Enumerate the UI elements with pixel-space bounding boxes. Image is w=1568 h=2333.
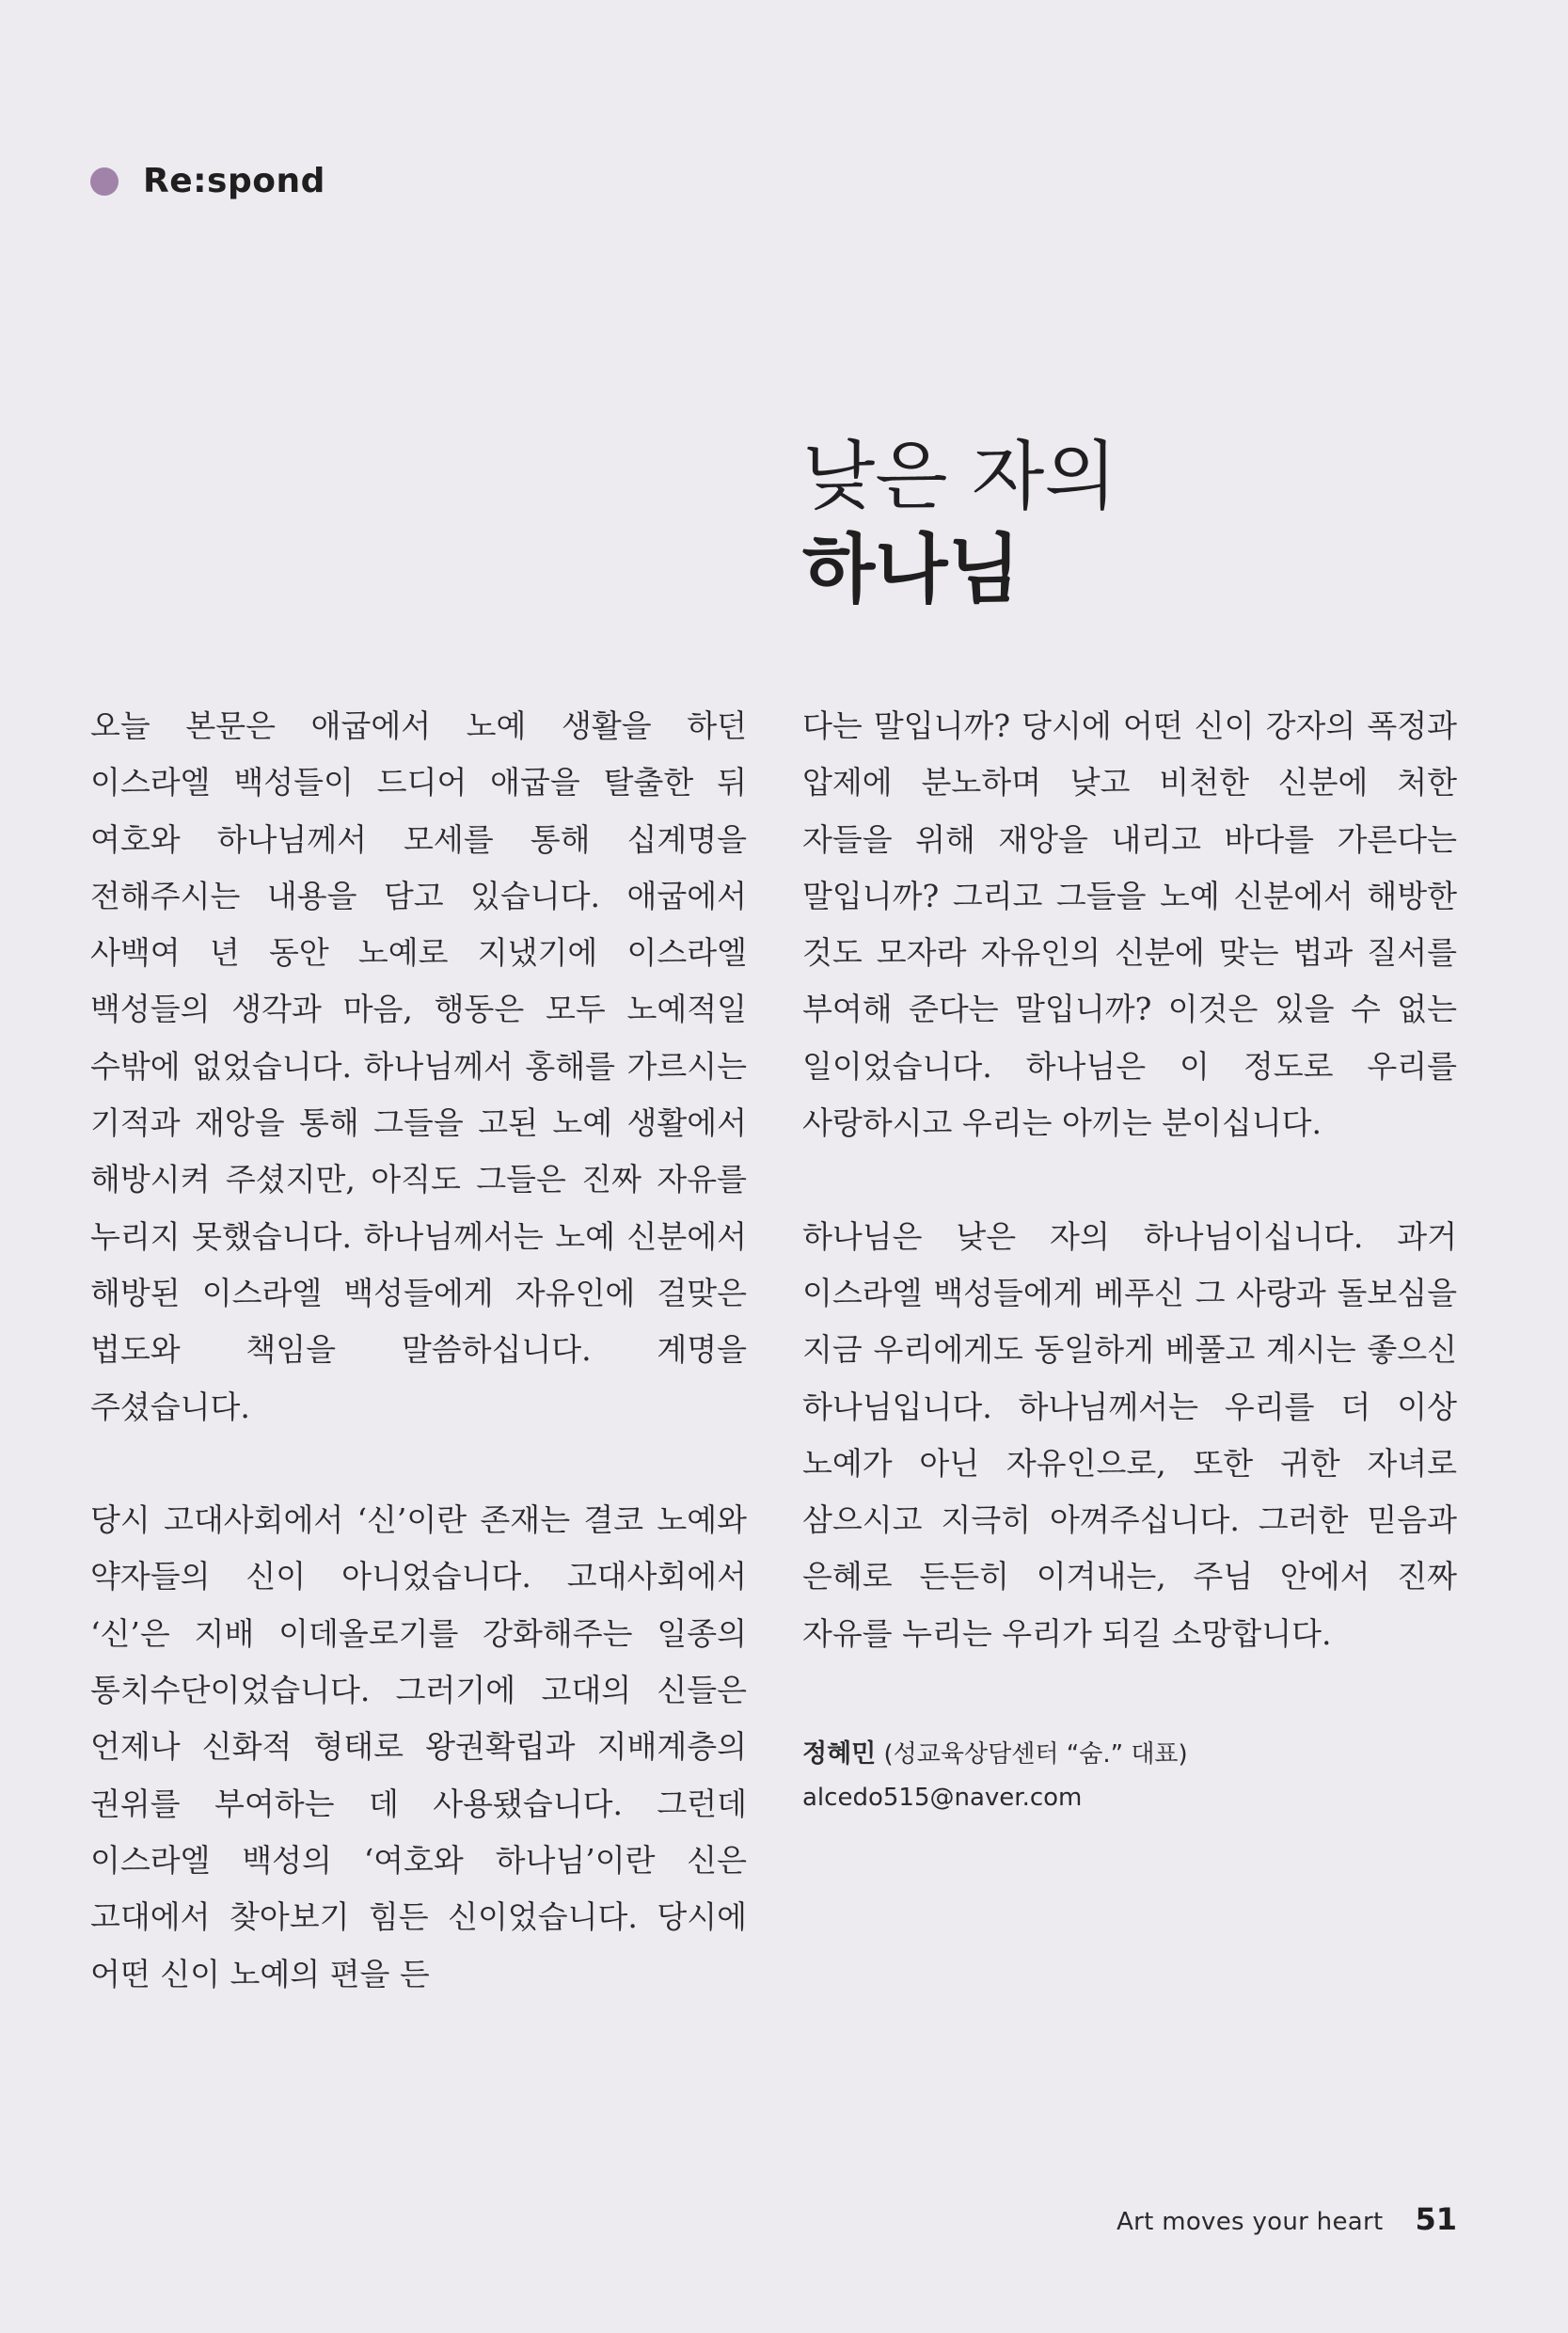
page-number: 51	[1415, 2201, 1457, 2237]
author-byline	[802, 1733, 1188, 1819]
author-affiliation: (성교육상담센터 “숨.” 대표)	[883, 1740, 1188, 1769]
author-email: alcedo515@naver.com	[802, 1784, 1083, 1812]
section-label: Re:spond	[143, 162, 325, 200]
left-column	[90, 698, 747, 2003]
left-paragraph-2: 당시 고대사회에서 ‘신’이란 존재는 결코 노예와 약자들의 신이 아니었습니다. 고대사회에서 ‘신’은 지배 이데올로기를 강화해주는 일종의 통치수단이었습니다. 그러기에 고대의 신들은 언제나 신화적 형태로 왕권확립과 지배계층의 권위를 부여하는 데 사용됐습니다. 그런데 이스라엘 백성의 ‘여호와 하나님’이란 신은 고대에서 찾아보기 힘든 신이었습니다. 당시에 어떤 신이 노예의 편을 든	[90, 1501, 747, 1992]
article-title	[802, 431, 1480, 615]
right-paragraph-2: 하나님은 낮은 자의 하나님이십니다. 과거 이스라엘 백성들에게 베푸신 그 사랑과 돌보심을 지금 우리에게도 동일하게 베풀고 계시는 좋으신 하나님입니다. 하나님께서는 우리를 더 이상 노예가 아닌 자유인으로, 또한 귀한 자녀로 삼으시고 지극히 아껴주십니다. 그러한 믿음과 은혜로 든든히 이겨내는, 주님 안에서 진짜 자유를 누리는 우리가 되길 소망합니다.	[802, 1217, 1457, 1652]
right-column	[802, 698, 1457, 1662]
title-line-1: 낮은 자의	[802, 433, 1117, 520]
section-dot-icon	[90, 167, 119, 196]
left-paragraph-1: 오늘 본문은 애굽에서 노예 생활을 하던 이스라엘 백성들이 드디어 애굽을 탈출한 뒤 여호와 하나님께서 모세를 통해 십계명을 전해주시는 내용을 담고 있습니다. 애굽에서 사백여 년 동안 노예로 지냈기에 이스라엘 백성들의 생각과 마음, 행동은 모두 노예적일 수밖에 없었습니다. 하나님께서 홍해를 가르시는 기적과 재앙을 통해 그들을 고된 노예 생활에서 해방시켜 주셨지만, 아직도 그들은 진짜 자유를 누리지 못했습니다. 하나님께서는 노예 신분에서 해방된 이스라엘 백성들에게 자유인에 걸맞은 법도와 책임을 말씀하십니다. 계명을 주셨습니다.	[90, 707, 747, 1425]
author-name: 정혜민	[802, 1739, 877, 1769]
title-line-2: 하나님	[802, 525, 1021, 613]
footer-tagline: Art moves your heart	[1117, 2208, 1384, 2236]
right-paragraph-1: 다는 말입니까? 당시에 어떤 신이 강자의 폭정과 압제에 분노하며 낮고 비천한 신분에 처한 자들을 위해 재앙을 내리고 바다를 가른다는 말입니까? 그리고 그들을 노예 신분에서 해방한 것도 모자라 자유인의 신분에 맞는 법과 질서를 부여해 준다는 말입니까? 이것은 있을 수 없는 일이었습니다. 하나님은 이 정도로 우리를 사랑하시고 우리는 아끼는 분이십니다.	[802, 707, 1457, 1142]
page-footer	[1117, 2201, 1457, 2237]
section-tag	[90, 162, 325, 200]
